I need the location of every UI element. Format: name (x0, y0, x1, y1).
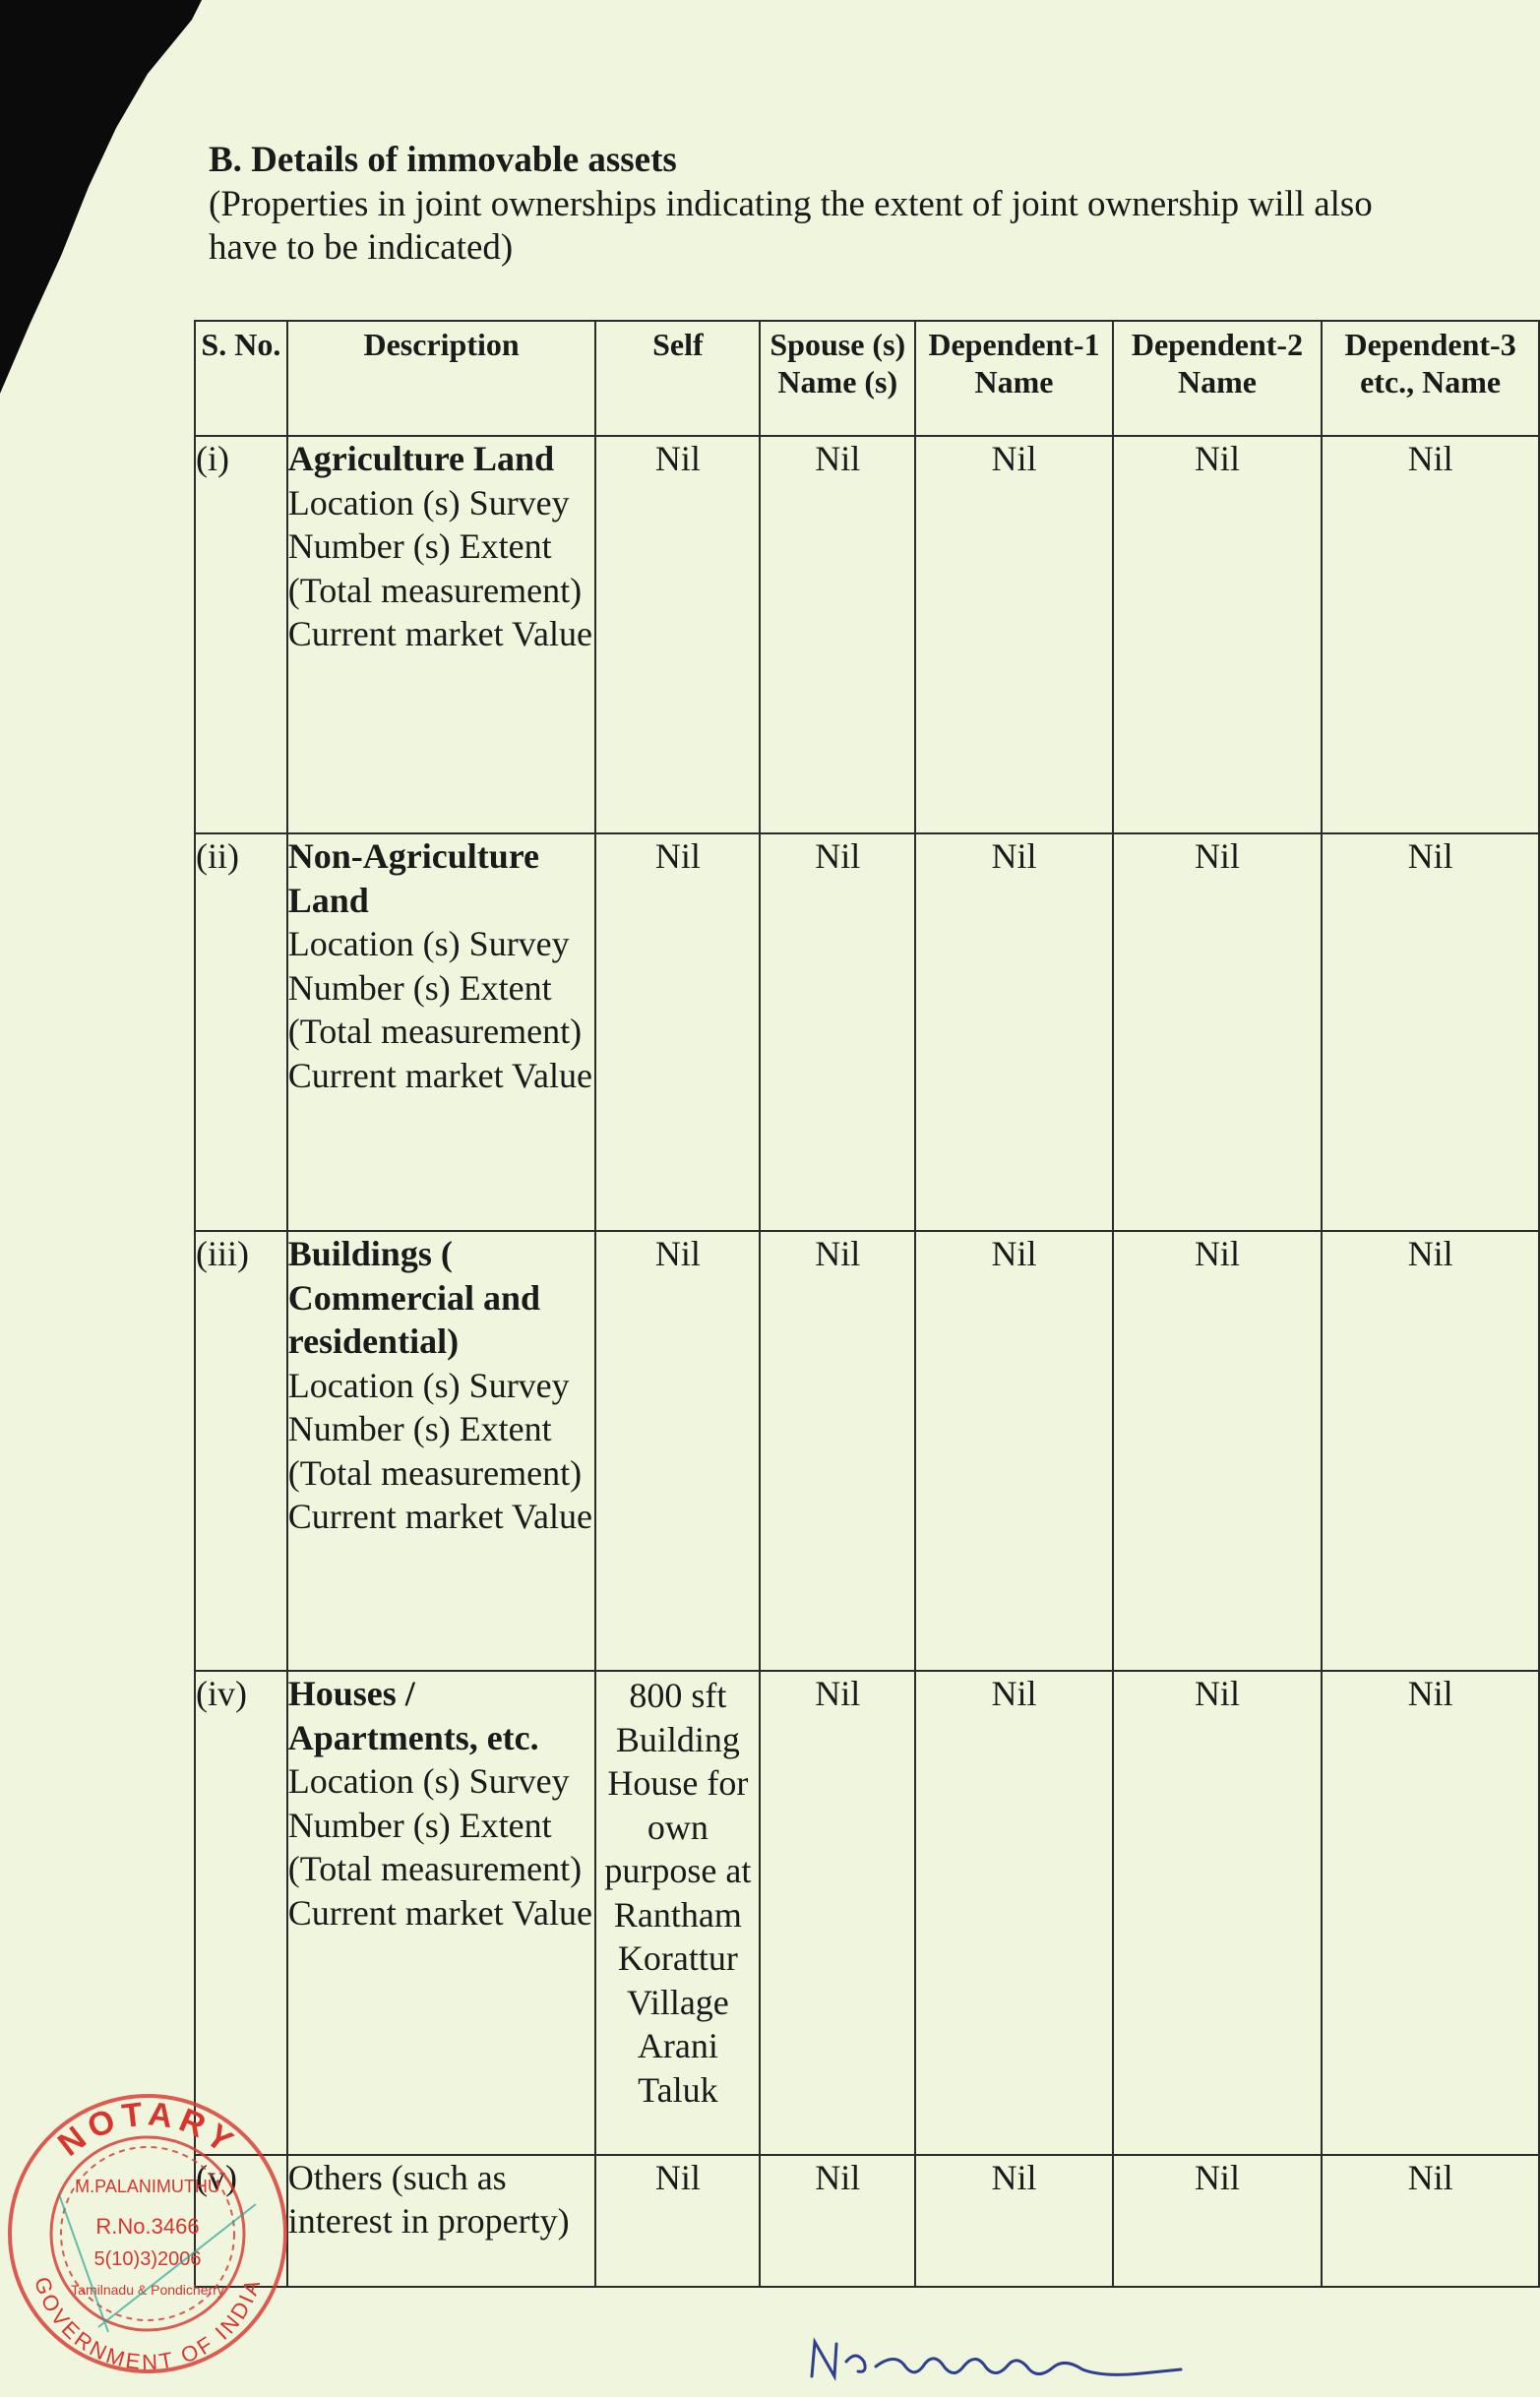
row-body: Others (such as interest in property) (287, 2158, 570, 2241)
row-title: Buildings ( Commercial and residential) (287, 1234, 541, 1361)
cell-dependent-1: Nil (915, 1231, 1113, 1671)
cell-spouse: Nil (760, 436, 915, 833)
cell-self: Nil (595, 2155, 760, 2287)
cell-dependent-2: Nil (1113, 1671, 1322, 2155)
stamp-bottom-text: GOVERNMENT OF INDIA (29, 2273, 266, 2375)
header-dependent-1: Dependent-1 Name (915, 321, 1113, 436)
header-dependent-3: Dependent-3 etc., Name (1322, 321, 1539, 436)
table-row (195, 833, 1539, 1231)
row-title: Agriculture Land (287, 439, 555, 478)
cell-dependent-2: Nil (1113, 1231, 1322, 1671)
section-note: (Properties in joint ownerships indicating the extent of joint ownership will also have to be indicated) (209, 184, 1373, 268)
row-description (287, 436, 596, 833)
row-sno: (v) (195, 2155, 287, 2287)
cell-dependent-2: Nil (1113, 833, 1322, 1231)
table-row (195, 1671, 1539, 2155)
row-body: Location (s) Survey Number (s) Extent (Total measurement) Current market Value (287, 1365, 592, 1536)
cell-dependent-1: Nil (915, 1671, 1113, 2155)
header-dependent-2: Dependent-2 Name (1113, 321, 1322, 436)
row-body: Location (s) Survey Number (s) Extent (Total measurement) Current market Value (287, 482, 592, 653)
row-description (287, 1231, 596, 1671)
cell-self: Nil (595, 1231, 760, 1671)
row-description (287, 1671, 596, 2155)
cell-dependent-1: Nil (915, 833, 1113, 1231)
header-self: Self (595, 321, 760, 436)
row-description (287, 833, 596, 1231)
stamp-reg-no: R.No.3466 (95, 2214, 200, 2239)
cell-dependent-3: Nil (1322, 436, 1539, 833)
table-row (195, 2155, 1539, 2287)
section-heading (209, 138, 1488, 270)
cell-dependent-1: Nil (915, 436, 1113, 833)
row-title: Non-Agriculture Land (287, 836, 540, 920)
table-row (195, 1231, 1539, 1671)
header-description: Description (287, 321, 596, 436)
stamp-top-text: NOTARY (51, 2095, 245, 2164)
row-sno: (i) (195, 436, 287, 833)
cell-spouse: Nil (760, 1231, 915, 1671)
cell-dependent-2: Nil (1113, 2155, 1322, 2287)
cell-self: Nil (595, 833, 760, 1231)
header-sno: S. No. (195, 321, 287, 436)
cell-self: Nil (595, 436, 760, 833)
row-sno: (ii) (195, 833, 287, 1231)
stamp-region: Tamilnadu & Pondicherry (71, 2282, 224, 2298)
cell-dependent-3: Nil (1322, 833, 1539, 1231)
header-spouse: Spouse (s) Name (s) (760, 321, 915, 436)
row-title: Houses / Apartments, etc. (287, 1674, 539, 1757)
row-description (287, 2155, 596, 2287)
cell-dependent-3: Nil (1322, 1231, 1539, 1671)
stamp-date: 5(10)3)2006 (93, 2248, 202, 2270)
table-row (195, 436, 1539, 833)
row-sno: (iv) (195, 1671, 287, 2155)
section-title: B. Details of immovable assets (209, 140, 677, 180)
cell-spouse: Nil (760, 2155, 915, 2287)
cell-spouse: Nil (760, 833, 915, 1231)
row-body: Location (s) Survey Number (s) Extent (Total measurement) Current market Value (287, 1761, 592, 1933)
notary-stamp (0, 2076, 295, 2391)
cell-dependent-1: Nil (915, 2155, 1113, 2287)
cell-dependent-3: Nil (1322, 1671, 1539, 2155)
scan-shadow (0, 0, 207, 413)
stamp-name: M.PALANIMUTHU (75, 2177, 220, 2196)
row-sno: (iii) (195, 1231, 287, 1671)
table-header-row (195, 321, 1539, 436)
immovable-assets-table (194, 320, 1540, 2288)
signature (807, 2332, 1220, 2391)
cell-self: 800 sft Building House for own purpose at Rantham Korattur Village Arani Taluk (595, 1671, 760, 2155)
cell-dependent-3: Nil (1322, 2155, 1539, 2287)
cell-spouse: Nil (760, 1671, 915, 2155)
cell-dependent-2: Nil (1113, 436, 1322, 833)
row-body: Location (s) Survey Number (s) Extent (Total measurement) Current market Value (287, 924, 592, 1095)
